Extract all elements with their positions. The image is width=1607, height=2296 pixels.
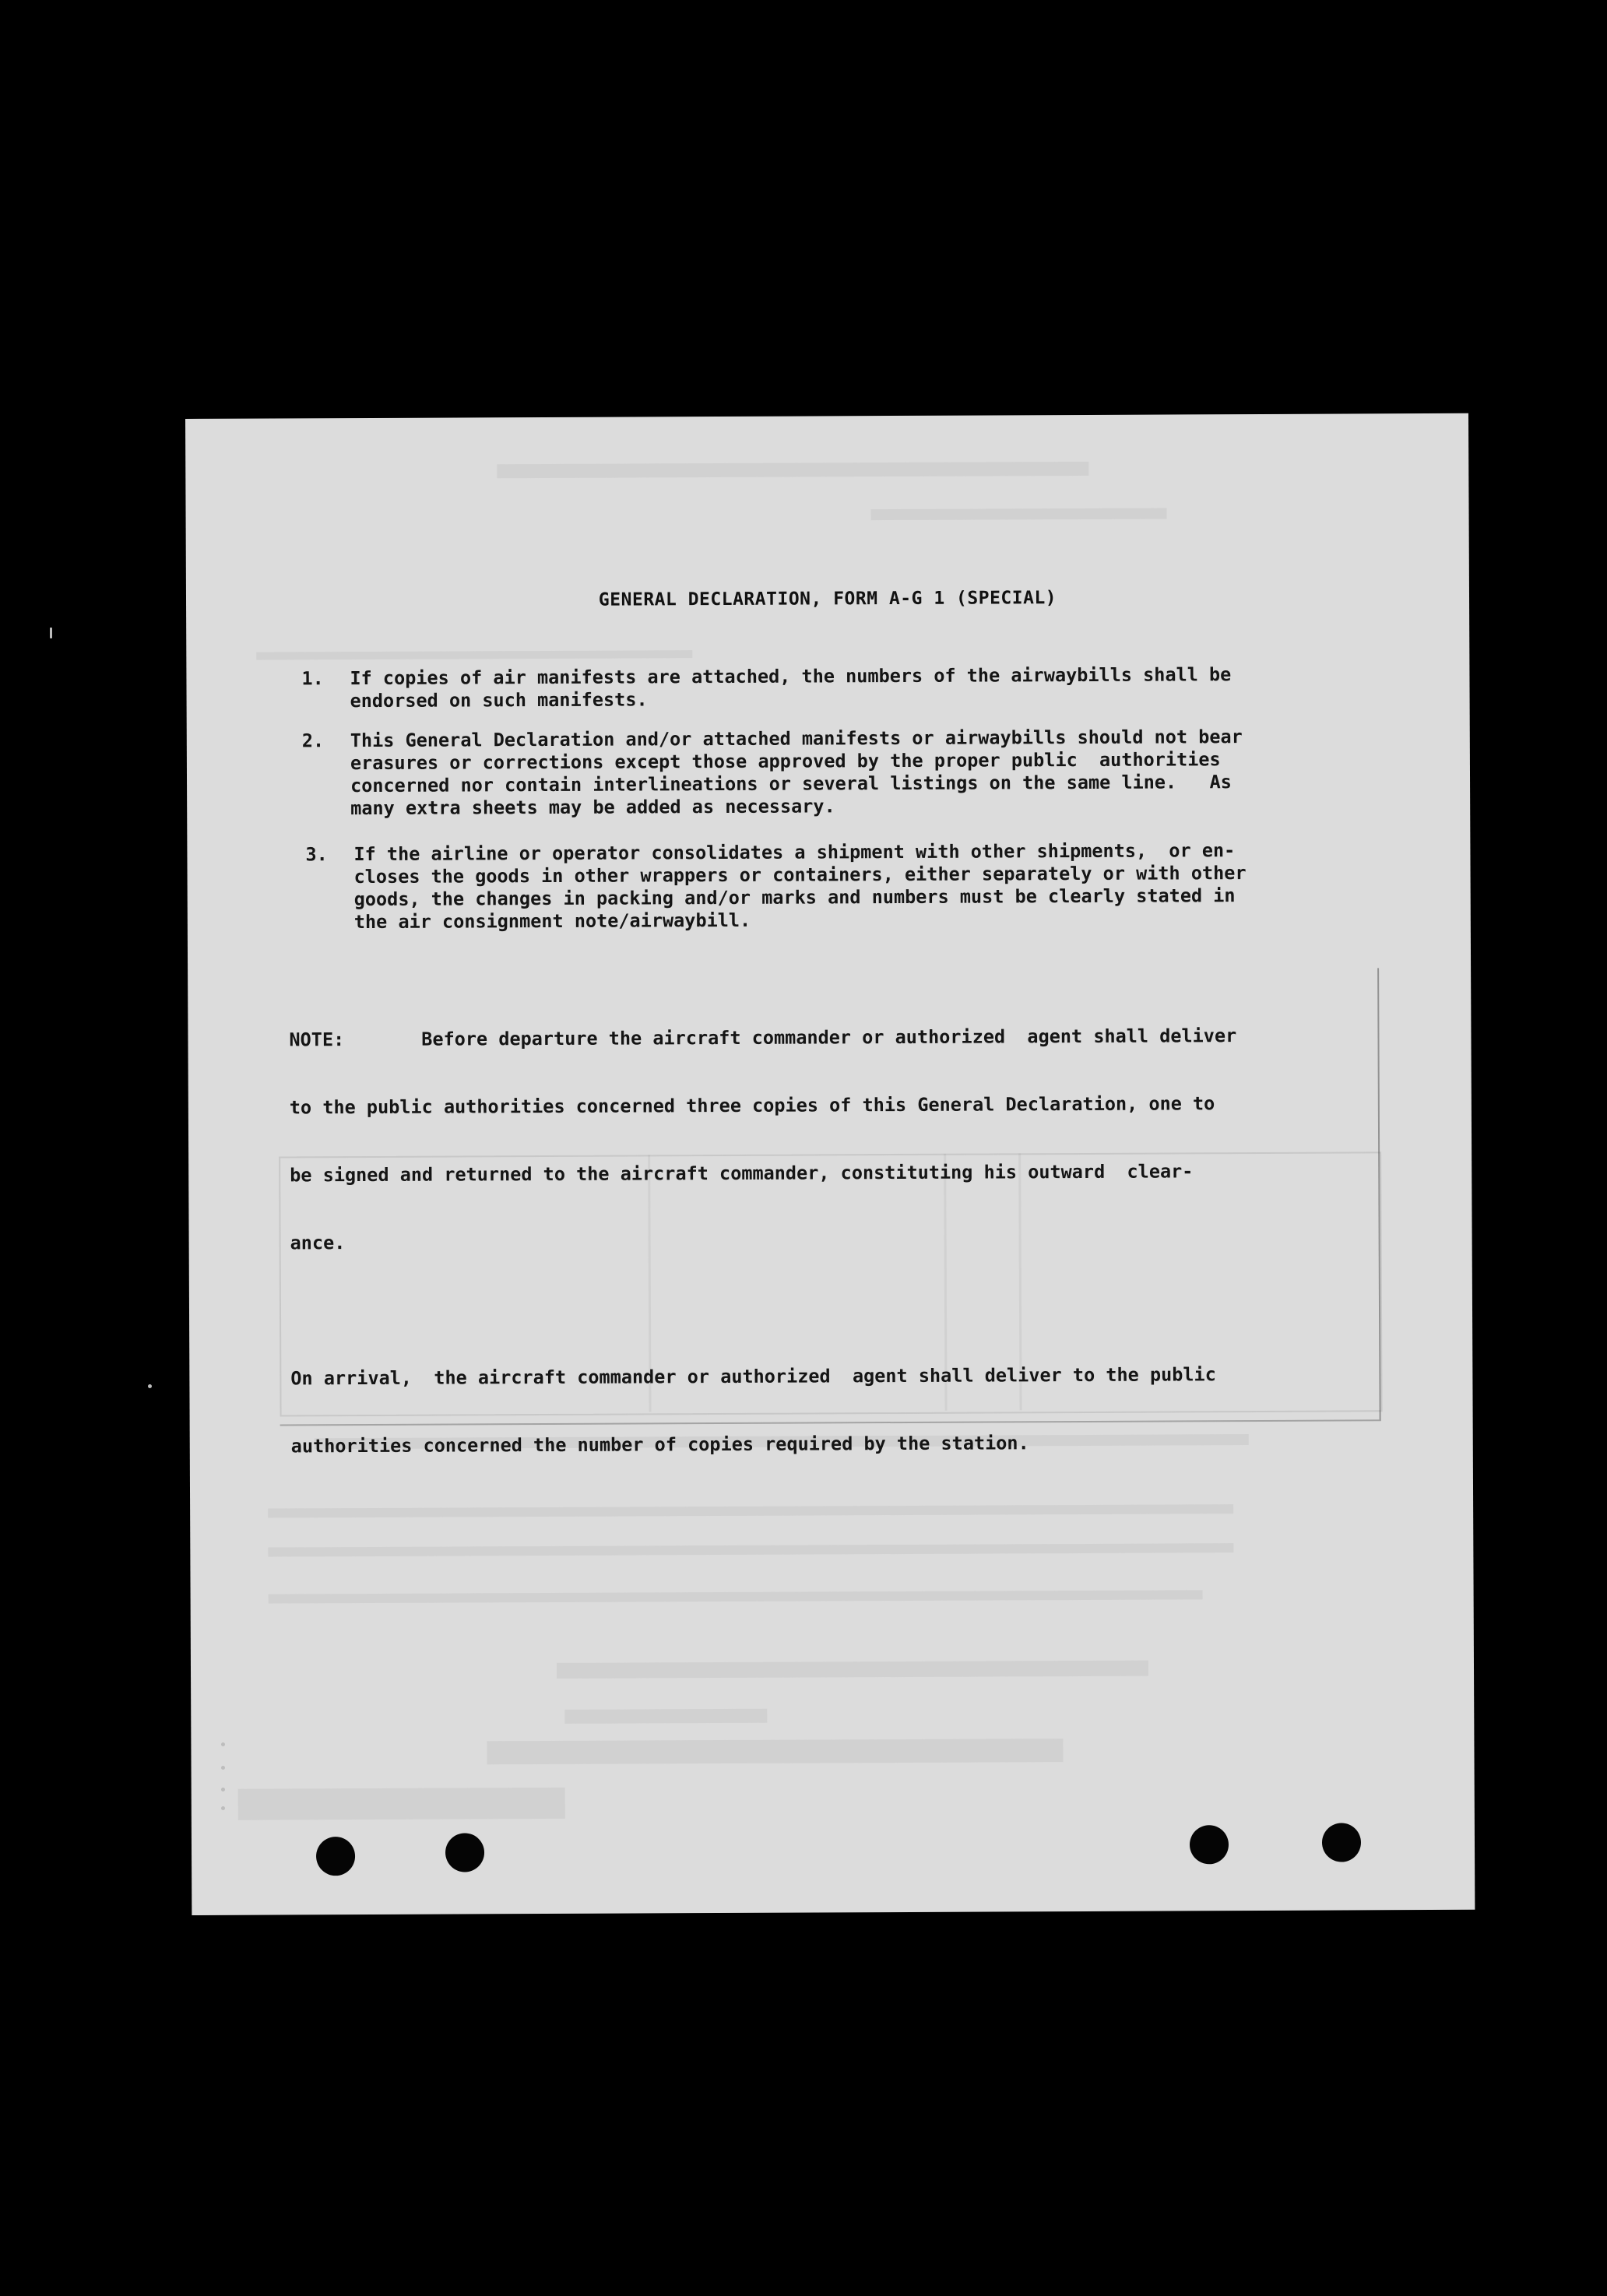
margin-speck — [221, 1742, 225, 1746]
bleed-through-mark — [564, 1709, 767, 1724]
bleed-through-mark — [268, 1504, 1233, 1517]
item-line: If copies of air manifests are attached, the numbers of the airwaybills shall be — [350, 663, 1232, 690]
item-line: closes the goods in other wrappers or containers, either separately or with other — [353, 862, 1247, 888]
note-line: NOTE: Before departure the aircraft commander or authorized agent shall deliver — [289, 1025, 1237, 1051]
document-page — [185, 413, 1475, 1915]
bleed-through-mark — [256, 650, 692, 659]
bleed-through-mark — [238, 1788, 565, 1820]
item-line: the air consignment note/airwaybill. — [353, 909, 751, 934]
form-title: GENERAL DECLARATION, FORM A-G 1 (SPECIAL) — [598, 588, 1057, 610]
margin-speck — [50, 628, 52, 638]
item-line: concerned nor contain interlineations or several listings on the same line. As — [350, 771, 1232, 797]
bleed-through-mark — [871, 508, 1167, 521]
item-line: This General Declaration and/or attached manifests or airwaybills should not bear — [350, 726, 1243, 752]
item-line: many extra sheets may be added as necessary. — [350, 795, 835, 820]
item-line: goods, the changes in packing and/or marks and numbers must be clearly stated in — [353, 884, 1236, 911]
bleed-through-mark — [269, 1590, 1203, 1603]
note-line: On arrival, the aircraft commander or authorized agent shall deliver to the public — [290, 1363, 1216, 1390]
bleed-through-mark — [487, 1739, 1063, 1764]
item-number: 3. — [305, 843, 328, 866]
note-spacer — [290, 1295, 1412, 1322]
item-line: If the airline or operator consolidates a shipment with other shipments, or en- — [353, 839, 1236, 866]
note-line: to the public authorities concerned three copies of this General Declaration, one to — [289, 1092, 1215, 1119]
margin-speck — [221, 1766, 225, 1770]
item-number: 1. — [301, 667, 324, 690]
bleed-through-mark — [268, 1543, 1233, 1556]
punch-hole — [445, 1833, 484, 1872]
margin-speck — [148, 1384, 152, 1388]
note-line: be signed and returned to the aircraft commander, constituting his outward clear- — [290, 1160, 1194, 1187]
item-line: erasures or corrections except those approved by the proper public authorities — [350, 748, 1221, 775]
item-number: 2. — [301, 730, 325, 752]
margin-speck — [221, 1788, 225, 1791]
bleed-through-mark — [497, 462, 1088, 478]
item-line: endorsed on such manifests. — [350, 688, 648, 712]
note-line: authorities concerned the number of copies required by the station. — [290, 1432, 1029, 1457]
punch-hole — [1190, 1825, 1229, 1864]
punch-hole — [316, 1837, 355, 1876]
bleed-through-mark — [557, 1661, 1148, 1679]
punch-hole — [1322, 1823, 1361, 1862]
note-line: ance. — [290, 1232, 346, 1254]
margin-speck — [221, 1806, 225, 1810]
note-block — [289, 979, 1412, 1503]
